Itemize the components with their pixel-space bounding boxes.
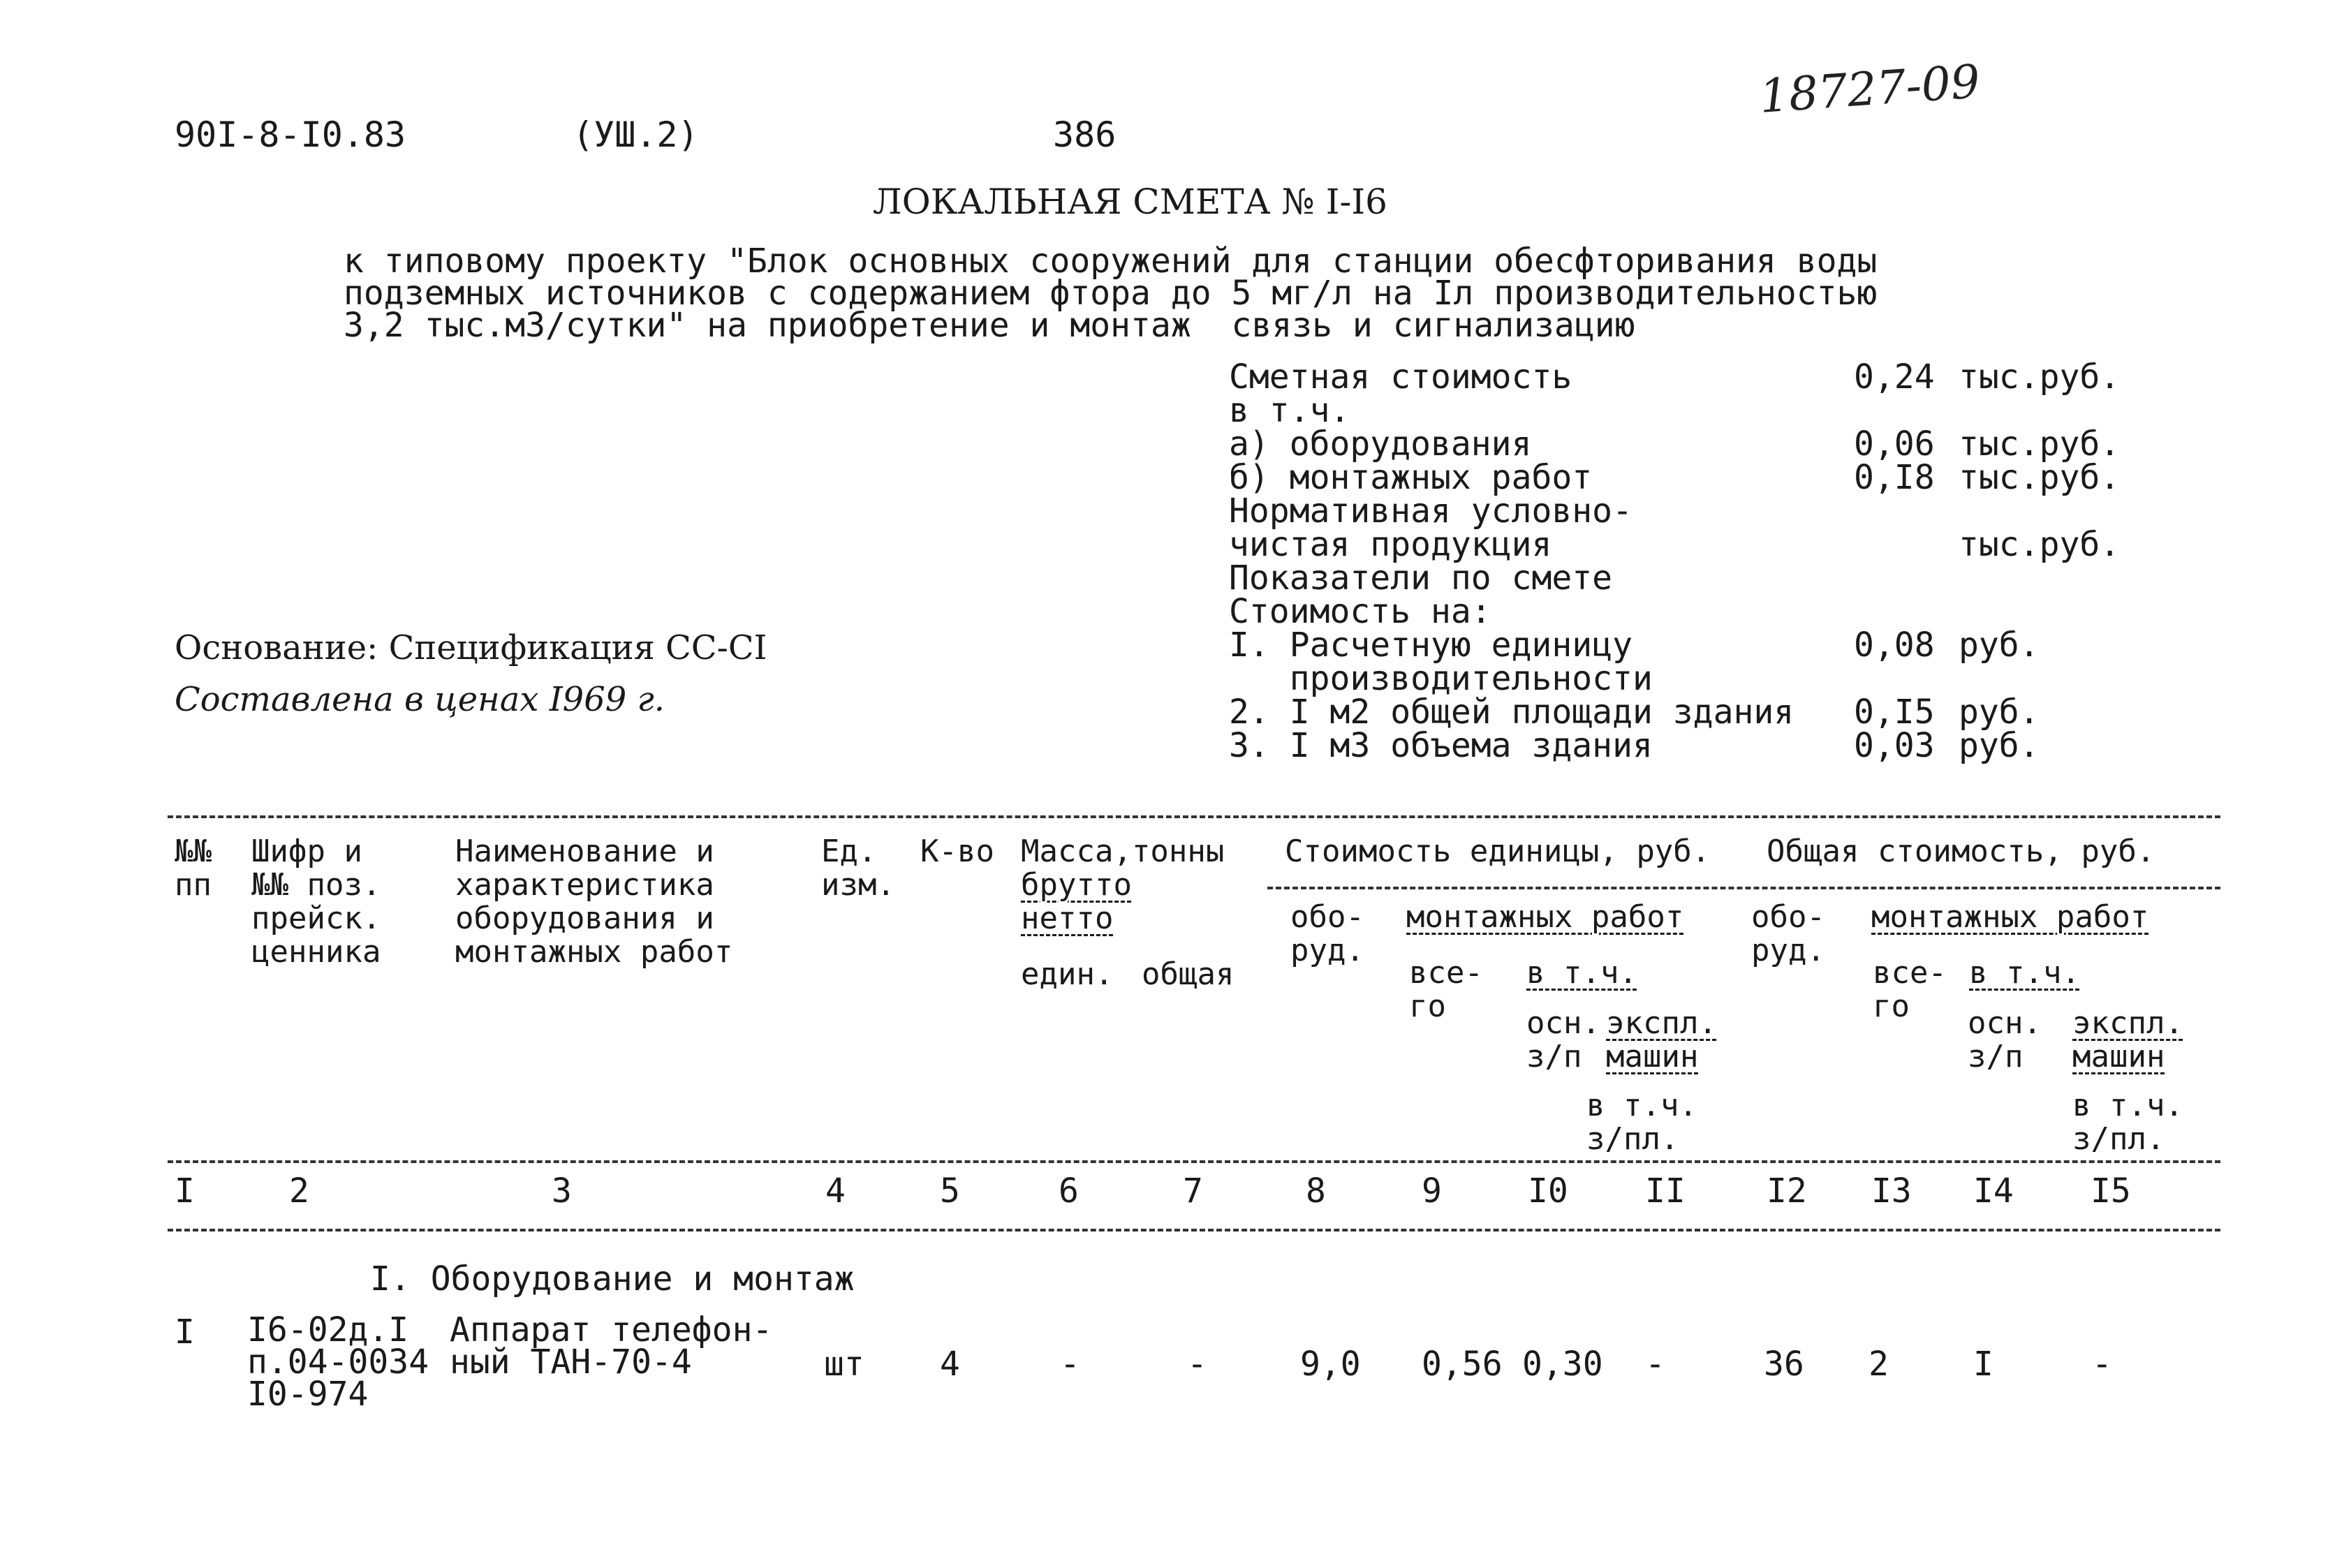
- row-col-15: -: [2092, 1345, 2112, 1384]
- header-mass-unit: един.: [1021, 956, 1114, 992]
- doc-code: 90I-8-I0.83: [175, 114, 406, 155]
- header-col-5: К-во: [920, 834, 994, 869]
- row-col-8: 9,0: [1300, 1345, 1361, 1384]
- column-number: 4: [825, 1171, 846, 1211]
- header-equip: обо- руд.: [1290, 899, 1364, 968]
- column-number: II: [1645, 1171, 1686, 1211]
- row-name: Аппарат телефон- ный ТАН-70-4: [450, 1310, 773, 1382]
- column-number: 8: [1306, 1171, 1326, 1211]
- section-code: (УШ.2): [573, 114, 699, 155]
- cost-label: Показатели по смете: [1229, 559, 1613, 598]
- header-salary-2: осн. з/п: [1968, 1005, 2042, 1074]
- header-brutto: брутто: [1021, 867, 1132, 903]
- cost-label: в т.ч.: [1229, 391, 1350, 430]
- row-mass-total: -: [1187, 1345, 1207, 1384]
- header-mount-total: все- го: [1409, 955, 1483, 1024]
- column-number: 2: [289, 1171, 309, 1211]
- column-numbers-rule: [168, 1229, 2220, 1232]
- header-bottom-rule: [168, 1160, 2220, 1163]
- header-mount: монтажных работ: [1406, 899, 1684, 935]
- header-incl-2: в т.ч.: [1969, 955, 2080, 991]
- row-col-9: 0,56: [1422, 1345, 1503, 1384]
- cost-unit: тыс.руб.: [1959, 424, 2121, 464]
- row-col-10: 0,30: [1522, 1345, 1603, 1384]
- header-mount-2: монтажных работ: [1871, 899, 2149, 935]
- cost-value: 0,03: [1854, 726, 1935, 765]
- column-number: I5: [2091, 1171, 2131, 1211]
- row-number: I: [175, 1312, 195, 1352]
- header-col-3: Наименование и характеристика оборудования и монтажных работ: [455, 834, 733, 970]
- row-qty: 4: [940, 1345, 960, 1384]
- header-netto: нетто: [1021, 901, 1114, 936]
- column-number: I0: [1528, 1171, 1568, 1211]
- row-col-14: I: [1973, 1345, 1993, 1384]
- column-number: 6: [1059, 1171, 1079, 1211]
- cost-label: производительности: [1229, 659, 1653, 698]
- header-salary: осн. з/п: [1526, 1005, 1600, 1074]
- cost-label: I. Расчетную единицу: [1229, 626, 1633, 665]
- cost-label: Нормативная условно-: [1229, 491, 1633, 531]
- header-mass-total: общая: [1142, 956, 1235, 992]
- header-incl: в т.ч.: [1526, 955, 1637, 991]
- cost-label: 2. I м2 общей площади здания: [1229, 693, 1794, 732]
- header-unit-cost: Стоимость единицы, руб.: [1285, 834, 1711, 869]
- column-number: I2: [1767, 1171, 1807, 1211]
- column-number: 7: [1183, 1171, 1203, 1211]
- cost-unit: руб.: [1959, 626, 2040, 665]
- header-machines-salary-2: в т.ч. з/пл.: [2072, 1088, 2183, 1157]
- page-number: 386: [1053, 114, 1116, 155]
- row-code: I6-02д.I п.04-0034 I0-974: [247, 1310, 429, 1414]
- header-col-4: Ед. изм.: [821, 834, 895, 903]
- cost-value: 0,06: [1854, 424, 1935, 464]
- cost-unit: тыс.руб.: [1959, 458, 2121, 497]
- column-number: 3: [552, 1171, 572, 1211]
- cost-label: чистая продукция: [1229, 525, 1552, 564]
- header-mass: Масса,тонны: [1021, 834, 1225, 869]
- cost-label: Сметная стоимость: [1229, 357, 1572, 397]
- column-number: I3: [1871, 1171, 1912, 1211]
- cost-value: 0,I8: [1854, 458, 1935, 497]
- row-col-11: -: [1645, 1345, 1665, 1384]
- prices-text: Составлена в ценах I969 г.: [175, 680, 665, 719]
- header-mount-total-2: все- го: [1873, 955, 1947, 1024]
- header-machines: экспл. машин: [1606, 1005, 1717, 1074]
- cost-value: 0,I5: [1854, 693, 1935, 732]
- description-line-3: 3,2 тыс.м3/сутки" на приобретение и монтаж связь и сигнализацию: [344, 306, 1635, 345]
- header-equip-2: обо- руд.: [1751, 899, 1825, 968]
- section-title: I. Оборудование и монтаж: [370, 1259, 855, 1299]
- header-total-cost: Общая стоимость, руб.: [1767, 834, 2155, 869]
- cost-label: Стоимость на:: [1229, 592, 1491, 631]
- row-unit: шт: [824, 1345, 864, 1384]
- basis-text: Основание: Спецификация СС-СI: [175, 628, 767, 667]
- column-number: 5: [940, 1171, 960, 1211]
- row-col-12: 36: [1764, 1345, 1804, 1384]
- cost-label: а) оборудования: [1229, 424, 1532, 464]
- page-title: ЛОКАЛЬНАЯ СМЕТА № I-I6: [873, 182, 1387, 222]
- row-mass-unit: -: [1060, 1345, 1080, 1384]
- cost-value: 0,08: [1854, 626, 1935, 665]
- header-machines-salary: в т.ч. з/пл.: [1586, 1088, 1697, 1157]
- header-cost-rule: [1267, 887, 2220, 889]
- header-col-1: №№ пп: [175, 834, 212, 903]
- description-line-1: к типовому проекту "Блок основных сооружений для станции обесфторивания воды: [344, 242, 1878, 281]
- column-number: I4: [1973, 1171, 2014, 1211]
- cost-unit: тыс.руб.: [1959, 357, 2121, 397]
- cost-unit: руб.: [1959, 693, 2040, 732]
- header-col-2: Шифр и №№ поз. прейск. ценника: [251, 834, 381, 970]
- row-col-13: 2: [1869, 1345, 1889, 1384]
- table-top-rule: [168, 815, 2220, 818]
- cost-unit: тыс.руб.: [1959, 525, 2121, 564]
- handwritten-number: 18727-09: [1757, 54, 1982, 124]
- header-machines-2: экспл. машин: [2072, 1005, 2183, 1074]
- cost-label: б) монтажных работ: [1229, 458, 1593, 497]
- column-number: 9: [1422, 1171, 1442, 1211]
- column-number: I: [175, 1171, 195, 1211]
- cost-unit: руб.: [1959, 726, 2040, 765]
- cost-label: 3. I м3 объема здания: [1229, 726, 1653, 765]
- cost-value: 0,24: [1854, 357, 1935, 397]
- description-line-2: подземных источников с содержанием фтора до 5 мг/л на Iл производительностью: [344, 274, 1878, 313]
